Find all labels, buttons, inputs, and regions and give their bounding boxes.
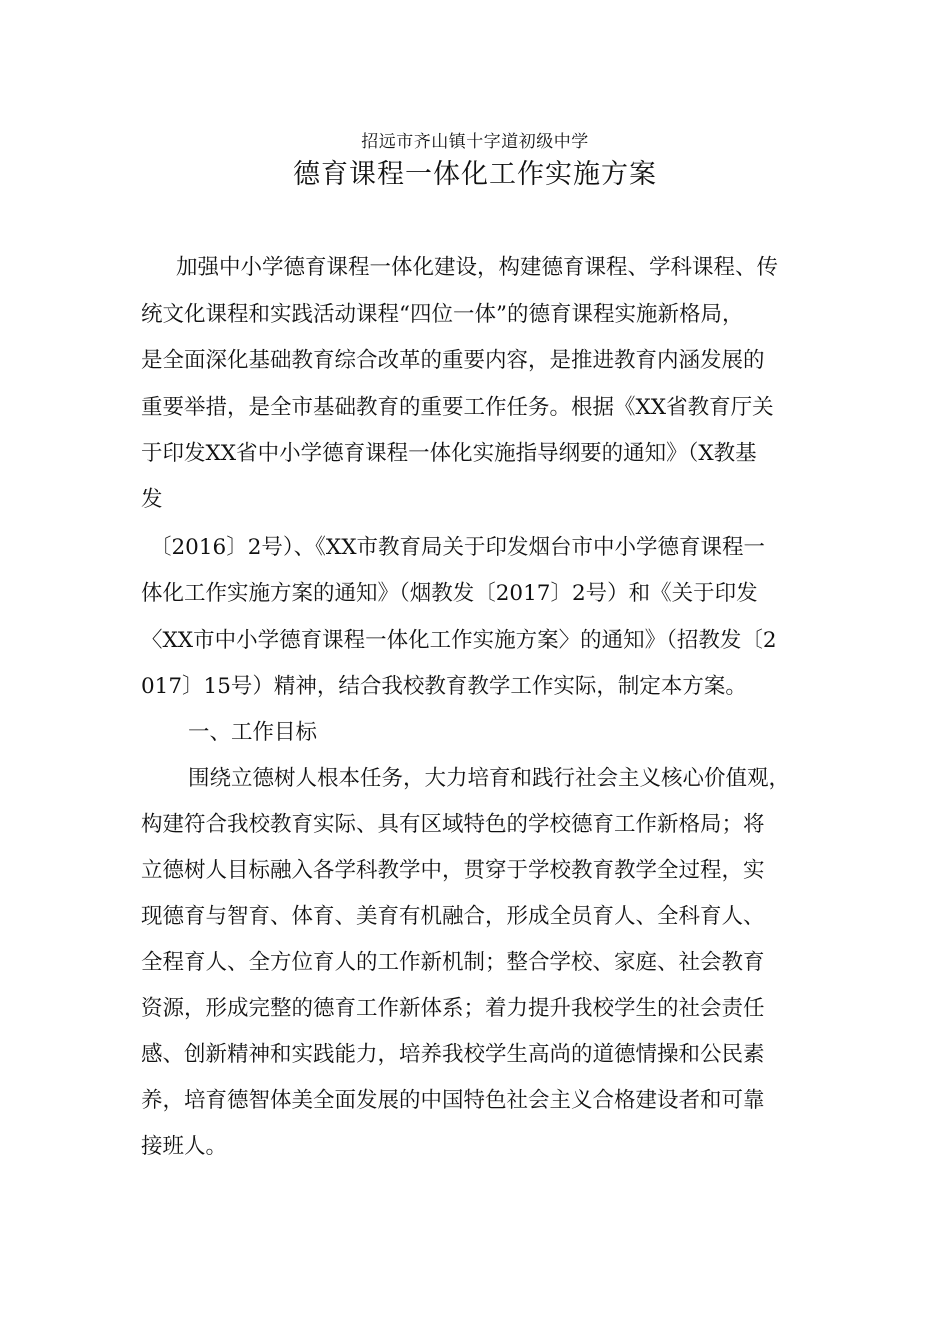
paragraph-line: 资源，形成完整的德育工作新体系；着力提升我校学生的社会责任 <box>141 996 765 1021</box>
school-name: 招远市齐山镇十字道初级中学 <box>361 132 589 152</box>
section-heading: 一、工作目标 <box>188 720 318 745</box>
paragraph-line: 感、创新精神和实践能力，培养我校学生高尚的道德情操和公民素 <box>141 1042 765 1067</box>
paragraph-line: 构建符合我校教育实际、具有区域特色的学校德育工作新格局；将 <box>141 812 765 837</box>
paragraph-line: 〔2016〕2号）、《XX市教育局关于印发烟台市中小学德育课程一 <box>150 535 766 560</box>
paragraph-line: 养，培育德智体美全面发展的中国特色社会主义合格建设者和可靠 <box>141 1088 765 1113</box>
paragraph-line: 统文化课程和实践活动课程“四位一体”的德育课程实施新格局， <box>141 302 744 327</box>
paragraph-line: 接班人。 <box>141 1134 228 1159</box>
paragraph-line: 是全面深化基础教育综合改革的重要内容，是推进教育内涵发展的 <box>141 348 765 373</box>
paragraph-line: 〈XX市中小学德育课程一体化工作实施方案〉的通知》（招教发〔2 <box>141 628 777 653</box>
paragraph-line: 全程育人、全方位育人的工作新机制；整合学校、家庭、社会教育 <box>141 950 765 975</box>
paragraph-line: 加强中小学德育课程一体化建设，构建德育课程、学科课程、传 <box>176 255 779 280</box>
paragraph-line: 017〕15号）精神，结合我校教育教学工作实际，制定本方案。 <box>141 674 747 699</box>
paragraph-line: 于印发XX省中小学德育课程一体化实施指导纲要的通知》（X教基 <box>141 441 757 466</box>
document-title: 德育课程一体化工作实施方案 <box>293 159 657 190</box>
paragraph-line: 立德树人目标融入各学科教学中，贯穿于学校教育教学全过程，实 <box>141 858 765 883</box>
paragraph-line: 重要举措，是全市基础教育的重要工作任务。根据《XX省教育厅关 <box>141 395 774 420</box>
paragraph-line: 发 <box>141 487 163 512</box>
paragraph-line: 体化工作实施方案的通知》（烟教发〔2017〕2号）和《关于印发 <box>141 581 758 606</box>
paragraph-line: 围绕立德树人根本任务，大力培育和践行社会主义核心价值观， <box>188 766 791 791</box>
paragraph-line: 现德育与智育、体育、美育有机融合，形成全员育人、全科育人、 <box>141 904 765 929</box>
